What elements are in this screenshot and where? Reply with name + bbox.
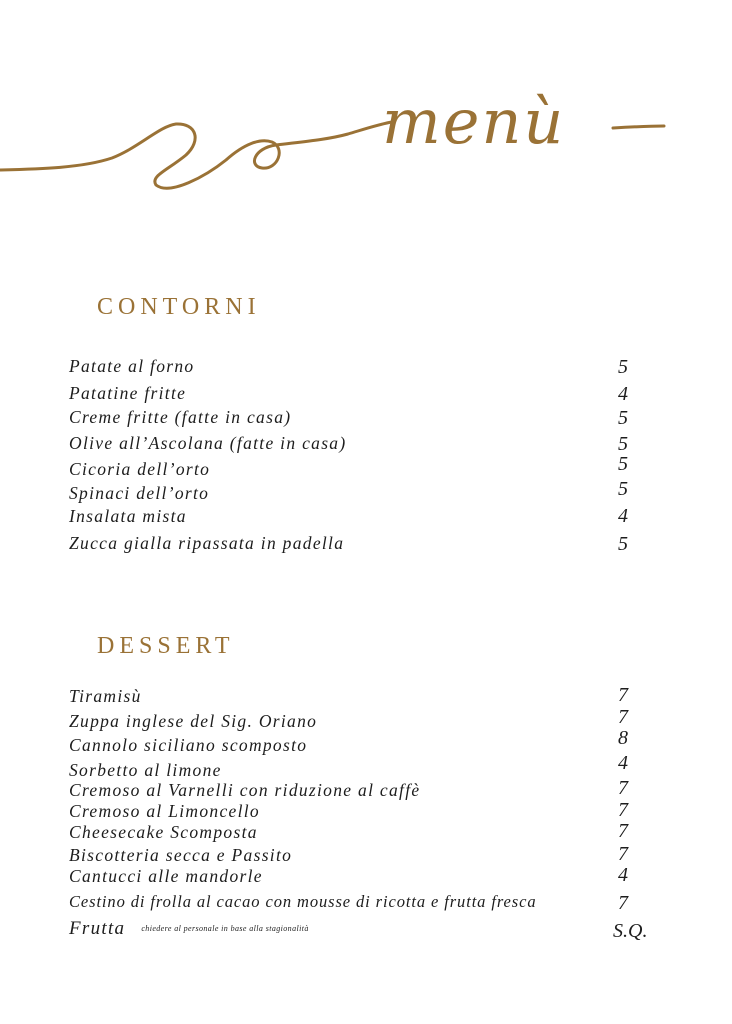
- item-price: 4: [618, 505, 628, 527]
- list-item: Cremoso al Varnelli con riduzione al caffè: [69, 780, 421, 800]
- list-item: Olive all’Ascolana (fatte in casa): [69, 433, 347, 453]
- item-price: 4: [618, 864, 628, 886]
- item-price: 4: [618, 752, 628, 774]
- list-item: Cicoria dell’orto: [69, 459, 211, 479]
- list-item: Cheesecake Scomposta: [69, 822, 258, 842]
- list-item: Insalata mista: [69, 506, 187, 526]
- item-price: 5: [618, 533, 628, 555]
- item-price: 5: [618, 453, 628, 475]
- list-item: Biscotteria secca e Passito: [69, 845, 293, 865]
- menu-title: menù: [382, 85, 566, 158]
- item-price: 5: [618, 433, 628, 455]
- item-price: 7: [618, 892, 628, 914]
- dessert-title: DESSERT: [97, 633, 235, 659]
- list-item: Cannolo siciliano scomposto: [69, 735, 308, 755]
- list-item: Zuppa inglese del Sig. Oriano: [69, 711, 318, 731]
- menu-title-script: [0, 80, 732, 210]
- item-price: 7: [618, 684, 628, 706]
- item-price: 5: [618, 356, 628, 378]
- item-name: Frutta: [69, 918, 126, 939]
- list-item: [69, 918, 309, 940]
- list-item: Cestino di frolla al cacao con mousse di ricotta e frutta fresca: [69, 892, 537, 911]
- item-note: chiedere al personale in base alla stagionalità: [141, 924, 309, 933]
- item-price: S.Q.: [613, 920, 648, 942]
- item-price: 7: [618, 706, 628, 728]
- list-item: Patate al forno: [69, 356, 195, 376]
- list-item: Patatine fritte: [69, 383, 187, 403]
- list-item: Tiramisù: [69, 686, 142, 706]
- list-item: Zucca gialla ripassata in padella: [69, 533, 345, 553]
- list-item: Spinaci dell’orto: [69, 483, 210, 503]
- item-price: 5: [618, 478, 628, 500]
- list-item: Cremoso al Limoncello: [69, 801, 260, 821]
- item-price: 7: [618, 777, 628, 799]
- item-price: 7: [618, 843, 628, 865]
- list-item: Creme fritte (fatte in casa): [69, 407, 292, 427]
- list-item: Cantucci alle mandorle: [69, 866, 263, 886]
- item-price: 5: [618, 407, 628, 429]
- list-item: Sorbetto al limone: [69, 760, 222, 780]
- contorni-title: CONTORNI: [97, 294, 261, 320]
- item-price: 7: [618, 799, 628, 821]
- item-price: 4: [618, 383, 628, 405]
- item-price: 7: [618, 820, 628, 842]
- item-price: 8: [618, 727, 628, 749]
